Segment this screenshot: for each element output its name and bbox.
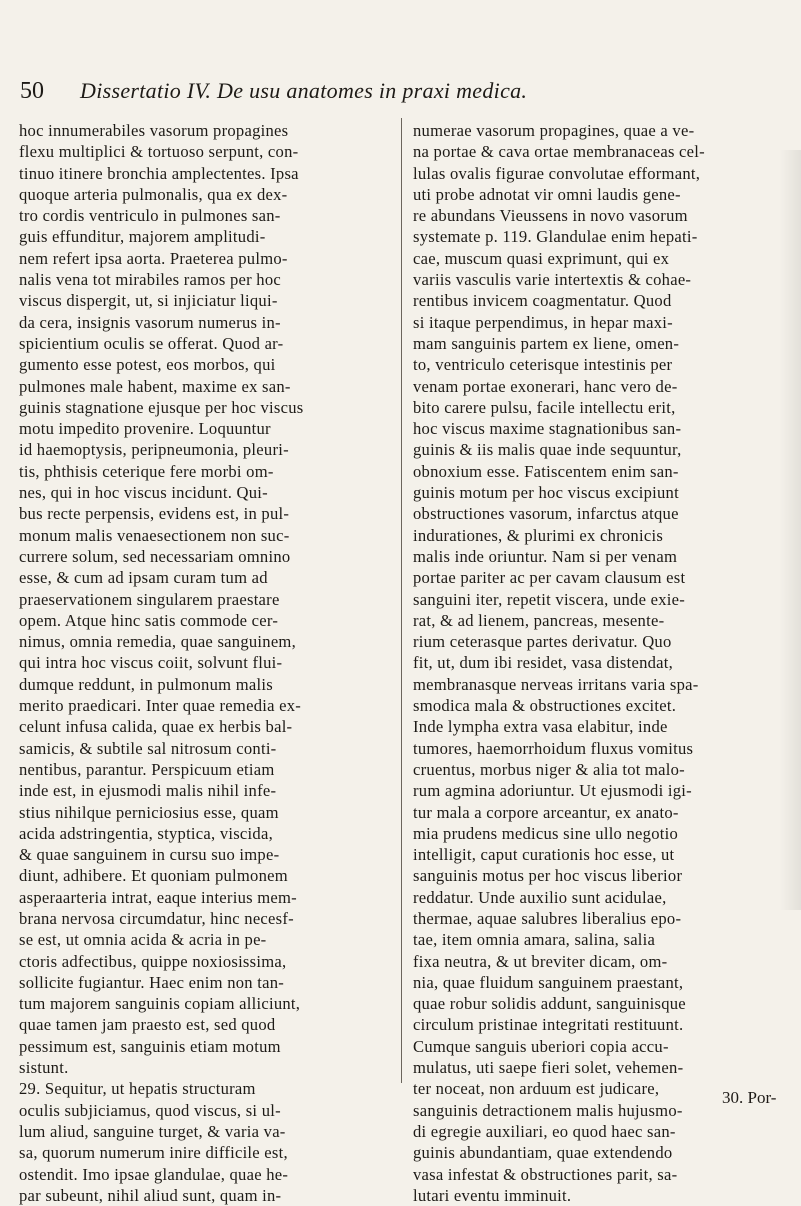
text-line: nes, qui in hoc viscus incidunt. Qui-: [19, 483, 268, 503]
text-line: pulmones male habent, maxime ex san-: [19, 376, 291, 396]
text-line: pessimum est, sanguinis etiam motum: [19, 1036, 281, 1056]
text-line: tis, phthisis ceterique fere morbi om-: [19, 461, 274, 481]
text-line: lum aliud, sanguine turget, & varia va-: [19, 1121, 286, 1141]
text-line: oculis subjiciamus, quod viscus, si ul-: [19, 1100, 281, 1120]
text-line: thermae, aquae salubres liberalius epo-: [413, 908, 682, 928]
text-line: samicis, & subtile sal nitrosum conti-: [19, 738, 277, 758]
page-edge-shadow: [779, 150, 801, 910]
text-line: opem. Atque hinc satis commode cer-: [19, 610, 279, 630]
page-number: 50: [20, 78, 44, 104]
text-line: guinis stagnatione ejusque per hoc viscus: [19, 397, 304, 417]
text-line: si itaque perpendimus, in hepar maxi-: [413, 312, 673, 332]
text-line: guis effunditur, majorem amplitudi-: [19, 227, 266, 247]
text-line: quoque arteria pulmonalis, qua ex dex-: [19, 184, 288, 204]
text-line: hoc innumerabiles vasorum propagines: [19, 121, 289, 140]
text-line: di egregie auxiliari, eo quod haec san-: [413, 1121, 676, 1141]
text-line: obstructiones vasorum, infarctus atque: [413, 504, 679, 524]
text-line: lutari eventu imminuit.: [413, 1185, 572, 1205]
text-line: mulatus, uti saepe fieri solet, vehemen-: [413, 1058, 684, 1078]
text-line: quae robur solidis addunt, sanguinisque: [413, 994, 686, 1014]
text-line: guinis motum per hoc viscus excipiunt: [413, 483, 679, 503]
text-line: na portae & cava ortae membranaceas cel-: [413, 142, 705, 162]
text-line: tro cordis ventriculo in pulmones san-: [19, 206, 281, 226]
text-line: sistunt.: [19, 1058, 69, 1078]
text-line: guinis abundantiam, quae extendendo: [413, 1143, 673, 1163]
text-line: sanguinis motus per hoc viscus liberior: [413, 866, 683, 886]
text-line: to, ventriculo ceterisque intestinis per: [413, 355, 673, 375]
text-line: stius nihilque perniciosius esse, quam: [19, 802, 279, 822]
text-line: mia prudens medicus sine ullo negotio: [413, 823, 679, 843]
text-line: cae, muscum quasi exprimunt, qui ex: [413, 248, 670, 268]
text-line: 29. Sequitur, ut hepatis structuram: [19, 1079, 256, 1099]
text-line: spicientium oculis se offerat. Quod ar-: [19, 333, 284, 353]
column-divider: [401, 118, 402, 1083]
text-line: lulas ovalis figurae convolutae efformant,: [413, 163, 701, 183]
text-line: inde est, in ejusmodi malis nihil infe-: [19, 781, 277, 801]
page-header: [20, 78, 780, 112]
text-line: numerae vasorum propagines, quae a ve-: [413, 121, 695, 140]
text-line: circulum pristinae integritati restituunt.: [413, 1015, 684, 1035]
text-line: sanguini iter, repetit viscera, unde exie-: [413, 589, 686, 609]
text-line: membranasque nerveas irritans varia spa-: [413, 674, 699, 694]
text-line: nem refert ipsa aorta. Praeterea pulmo-: [19, 248, 288, 268]
text-line: se est, ut omnia acida & acria in pe-: [19, 930, 267, 950]
catchword: 30. Por-: [722, 1088, 777, 1107]
text-line: asperaarteria intrat, eaque interius mem-: [19, 887, 297, 907]
text-line: tur mala a corpore arceantur, ex anato-: [413, 802, 679, 822]
text-line: rentibus invicem coagmentatur. Quod: [413, 291, 672, 311]
text-line: fixa neutra, & ut breviter dicam, om-: [413, 951, 668, 971]
text-line: guinis & iis malis quae inde sequuntur,: [413, 440, 682, 460]
text-line: gumento esse potest, eos morbos, qui: [19, 355, 276, 375]
text-line: ter noceat, non arduum est judicare,: [413, 1079, 660, 1099]
text-line: par subeunt, nihil aliud sunt, quam in-: [19, 1185, 282, 1205]
text-line: reddatur. Unde auxilio sunt acidulae,: [413, 887, 667, 907]
text-line: bus recte perpensis, evidens est, in pul-: [19, 504, 290, 524]
text-line: vasa infestat & obstructiones parit, sa-: [413, 1164, 678, 1184]
text-line: tumores, haemorrhoidum fluxus vomitus: [413, 738, 694, 758]
text-line: nimus, omnia remedia, quae sanguinem,: [19, 632, 296, 652]
running-head: Dissertatio IV. De usu anatomes in praxi medica.: [80, 78, 528, 103]
text-line: merito praedicari. Inter quae remedia ex-: [19, 696, 302, 716]
text-line: intelligit, caput curationis hoc esse, ut: [413, 845, 675, 865]
right-text-column: [413, 120, 783, 1206]
text-line: sa, quorum numerum inire difficile est,: [19, 1143, 288, 1163]
text-line: rum agmina adoriuntur. Ut ejusmodi igi-: [413, 781, 692, 801]
text-line: tum majorem sanguinis copiam alliciunt,: [19, 994, 301, 1014]
text-line: nalis vena tot mirabiles ramos per hoc: [19, 270, 282, 290]
text-line: ostendit. Imo ipsae glandulae, quae he-: [19, 1164, 289, 1184]
text-line: venam portae exonerari, hanc vero de-: [413, 376, 678, 396]
text-line: tinuo itinere bronchia amplectentes. Ipsa: [19, 163, 299, 183]
text-line: esse, & cum ad ipsam curam tum ad: [19, 568, 268, 588]
text-line: ctoris adfectibus, quippe noxiosissima,: [19, 951, 287, 971]
text-line: Inde lympha extra vasa elabitur, inde: [413, 717, 668, 737]
text-line: malis inde oriuntur. Nam si per venam: [413, 546, 678, 566]
text-line: rium ceterasque partes derivatur. Quo: [413, 632, 672, 652]
text-line: bito carere pulsu, facile intellectu erit,: [413, 397, 676, 417]
text-line: sanguinis detractionem malis hujusmo-: [413, 1100, 683, 1120]
text-line: Cumque sanguis uberiori copia accu-: [413, 1036, 669, 1056]
text-line: uti probe adnotat vir omni laudis gene-: [413, 184, 681, 204]
text-line: hoc viscus maxime stagnationibus san-: [413, 419, 682, 439]
text-line: fit, ut, dum ibi residet, vasa distendat,: [413, 653, 674, 673]
text-line: systemate p. 119. Glandulae enim hepati-: [413, 227, 698, 247]
text-line: quae tamen jam praesto est, sed quod: [19, 1015, 276, 1035]
text-line: re abundans Vieussens in novo vasorum: [413, 206, 688, 226]
text-line: variis vasculis varie intertextis & cohae-: [413, 270, 692, 290]
text-line: obnoxium esse. Fatiscentem enim san-: [413, 461, 679, 481]
text-line: qui intra hoc viscus coiit, solvunt flui-: [19, 653, 283, 673]
text-line: praeservationem singularem praestare: [19, 589, 280, 609]
text-line: viscus dispergit, ut, si injiciatur liqui-: [19, 291, 278, 311]
text-line: flexu multiplici & tortuoso serpunt, con-: [19, 142, 299, 162]
text-line: sollicite fugiantur. Haec enim non tan-: [19, 972, 285, 992]
text-line: portae pariter ac per cavam clausum est: [413, 568, 686, 588]
text-line: nentibus, parantur. Perspicuum etiam: [19, 759, 275, 779]
text-line: diunt, adhibere. Et quoniam pulmonem: [19, 866, 288, 886]
text-line: rat, & ad lienem, pancreas, mesente-: [413, 610, 665, 630]
text-line: tae, item omnia amara, salina, salia: [413, 930, 656, 950]
text-line: celunt infusa calida, quae ex herbis bal-: [19, 717, 293, 737]
text-line: da cera, insignis vasorum numerus in-: [19, 312, 281, 332]
text-line: cruentus, morbus niger & alia tot malo-: [413, 759, 685, 779]
text-line: nia, quae fluidum sanguinem praestant,: [413, 972, 684, 992]
text-line: id haemoptysis, peripneumonia, pleuri-: [19, 440, 289, 460]
left-text-column: [19, 120, 389, 1206]
text-line: currere solum, sed necessariam omnino: [19, 546, 291, 566]
text-line: dumque reddunt, in pulmonum malis: [19, 674, 273, 694]
text-line: mam sanguinis partem ex liene, omen-: [413, 333, 680, 353]
text-line: & quae sanguinem in cursu suo impe-: [19, 845, 280, 865]
text-line: monum malis venaesectionem non suc-: [19, 525, 290, 545]
text-line: acida adstringentia, styptica, viscida,: [19, 823, 273, 843]
text-line: brana nervosa circumdatur, hinc necesf-: [19, 908, 294, 928]
text-line: smodica mala & obstructiones excitet.: [413, 696, 677, 716]
text-line: motu impedito provenire. Loquuntur: [19, 419, 271, 439]
text-line: indurationes, & plurimi ex chronicis: [413, 525, 664, 545]
